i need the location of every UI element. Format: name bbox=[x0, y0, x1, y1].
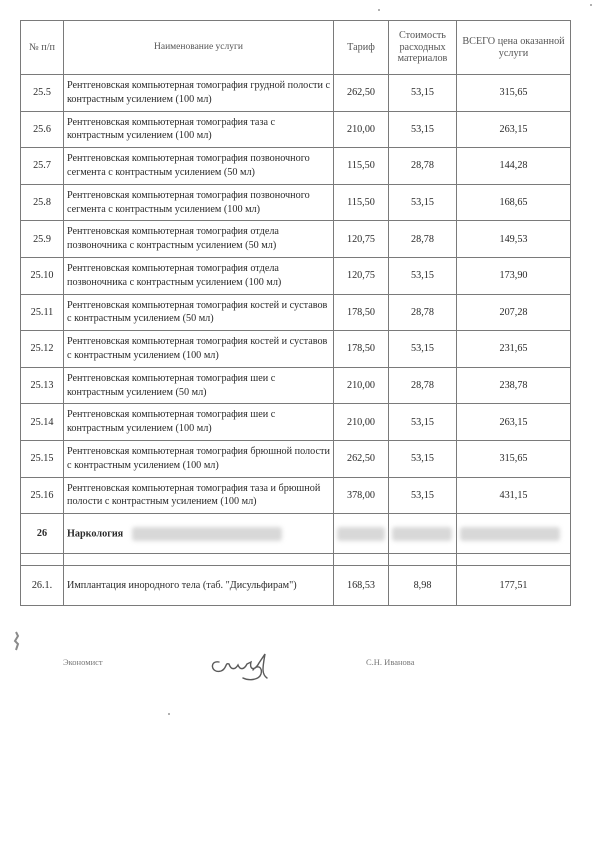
header-name: Наименование услуги bbox=[64, 21, 334, 75]
row-materials: 53,15 bbox=[389, 404, 457, 441]
table-row bbox=[21, 111, 571, 148]
row-service-name: Рентгеновская компьютерная томография грудной полости с контрастным усилением (100 мл) bbox=[64, 75, 334, 112]
header-tariff: Тариф bbox=[334, 21, 389, 75]
row-materials: 53,15 bbox=[389, 75, 457, 112]
row-num: 25.12 bbox=[21, 331, 64, 368]
table-row bbox=[21, 148, 571, 185]
row-materials: 28,78 bbox=[389, 148, 457, 185]
header-materials: Стоимость расходных материалов bbox=[389, 21, 457, 75]
table-row bbox=[21, 404, 571, 441]
row-total: 149,53 bbox=[457, 221, 571, 258]
row-materials: 53,15 bbox=[389, 440, 457, 477]
row-materials: 28,78 bbox=[389, 367, 457, 404]
table-row bbox=[21, 367, 571, 404]
row-total: 177,51 bbox=[457, 566, 571, 606]
row-materials: 53,15 bbox=[389, 477, 457, 514]
row-num: 25.9 bbox=[21, 221, 64, 258]
row-tariff: 115,50 bbox=[334, 148, 389, 185]
row-materials: 53,15 bbox=[389, 257, 457, 294]
row-materials: 53,15 bbox=[389, 331, 457, 368]
row-service-name: Рентгеновская компьютерная томография таза и брюшной полости с контрастным усилением (100 мл) bbox=[64, 477, 334, 514]
row-total: 315,65 bbox=[457, 75, 571, 112]
redacted-bar bbox=[337, 527, 385, 541]
section-title bbox=[64, 514, 334, 554]
price-table bbox=[20, 20, 571, 606]
row-total: 238,78 bbox=[457, 367, 571, 404]
footer-role: Экономист bbox=[63, 657, 103, 667]
section-cell-tariff bbox=[334, 514, 389, 554]
row-service-name: Рентгеновская компьютерная томография отдела позвоночника с контрастным усилением (100 мл) bbox=[64, 257, 334, 294]
row-total: 144,28 bbox=[457, 148, 571, 185]
row-tariff: 378,00 bbox=[334, 477, 389, 514]
row-service-name: Имплантация инородного тела (таб. "Дисульфирам") bbox=[64, 566, 334, 606]
header-num: № п/п bbox=[21, 21, 64, 75]
row-tariff: 178,50 bbox=[334, 294, 389, 331]
row-tariff: 210,00 bbox=[334, 367, 389, 404]
signature-image bbox=[205, 640, 283, 686]
scan-speck bbox=[590, 4, 592, 6]
footer-person: С.Н. Иванова bbox=[366, 657, 415, 667]
section-row bbox=[21, 514, 571, 554]
row-num: 25.5 bbox=[21, 75, 64, 112]
row-total: 263,15 bbox=[457, 404, 571, 441]
row-service-name: Рентгеновская компьютерная томография шеи с контрастным усилением (100 мл) bbox=[64, 404, 334, 441]
row-service-name: Рентгеновская компьютерная томография брюшной полости с контрастным усилением (100 мл) bbox=[64, 440, 334, 477]
row-service-name: Рентгеновская компьютерная томография костей и суставов с контрастным усилением (50 мл) bbox=[64, 294, 334, 331]
row-total: 207,28 bbox=[457, 294, 571, 331]
table-row bbox=[21, 221, 571, 258]
table-row bbox=[21, 566, 571, 606]
section-cell-total bbox=[457, 514, 571, 554]
row-service-name: Рентгеновская компьютерная томография позвоночного сегмента с контрастным усилением (100 мл) bbox=[64, 184, 334, 221]
row-service-name: Рентгеновская компьютерная томография таза с контрастным усилением (100 мл) bbox=[64, 111, 334, 148]
redacted-bar bbox=[132, 527, 282, 541]
redacted-bar bbox=[392, 527, 452, 541]
spacer-row bbox=[21, 554, 571, 566]
row-tariff: 178,50 bbox=[334, 331, 389, 368]
section-title-text: Наркология bbox=[67, 527, 124, 539]
row-materials: 53,15 bbox=[389, 184, 457, 221]
row-service-name: Рентгеновская компьютерная томография отдела позвоночника с контрастным усилением (50 мл) bbox=[64, 221, 334, 258]
row-tariff: 210,00 bbox=[334, 404, 389, 441]
row-materials: 8,98 bbox=[389, 566, 457, 606]
row-tariff: 168,53 bbox=[334, 566, 389, 606]
row-total: 231,65 bbox=[457, 331, 571, 368]
row-num: 26.1. bbox=[21, 566, 64, 606]
row-num: 25.8 bbox=[21, 184, 64, 221]
row-tariff: 115,50 bbox=[334, 184, 389, 221]
row-total: 263,15 bbox=[457, 111, 571, 148]
section-num: 26 bbox=[21, 514, 64, 554]
row-num: 25.16 bbox=[21, 477, 64, 514]
row-num: 25.10 bbox=[21, 257, 64, 294]
table-header-row bbox=[21, 21, 571, 75]
table-row bbox=[21, 184, 571, 221]
row-total: 431,15 bbox=[457, 477, 571, 514]
header-total: ВСЕГО цена оказанной услуги bbox=[457, 21, 571, 75]
table-row bbox=[21, 440, 571, 477]
scan-mark bbox=[10, 630, 24, 652]
row-total: 173,90 bbox=[457, 257, 571, 294]
row-total: 168,65 bbox=[457, 184, 571, 221]
scan-speck bbox=[378, 9, 380, 11]
row-materials: 28,78 bbox=[389, 221, 457, 258]
row-num: 25.11 bbox=[21, 294, 64, 331]
table-body bbox=[21, 75, 571, 606]
redacted-bar bbox=[460, 527, 560, 541]
table-row bbox=[21, 331, 571, 368]
row-num: 25.7 bbox=[21, 148, 64, 185]
scan-speck bbox=[168, 713, 170, 715]
row-tariff: 262,50 bbox=[334, 75, 389, 112]
row-num: 25.14 bbox=[21, 404, 64, 441]
table-row bbox=[21, 477, 571, 514]
row-service-name: Рентгеновская компьютерная томография позвоночного сегмента с контрастным усилением (50 мл) bbox=[64, 148, 334, 185]
table-row bbox=[21, 75, 571, 112]
row-num: 25.6 bbox=[21, 111, 64, 148]
row-num: 25.15 bbox=[21, 440, 64, 477]
row-service-name: Рентгеновская компьютерная томография костей и суставов с контрастным усилением (100 мл) bbox=[64, 331, 334, 368]
table-row bbox=[21, 257, 571, 294]
row-tariff: 120,75 bbox=[334, 221, 389, 258]
table-row bbox=[21, 294, 571, 331]
row-materials: 28,78 bbox=[389, 294, 457, 331]
row-num: 25.13 bbox=[21, 367, 64, 404]
row-tariff: 210,00 bbox=[334, 111, 389, 148]
row-materials: 53,15 bbox=[389, 111, 457, 148]
row-service-name: Рентгеновская компьютерная томография шеи с контрастным усилением (50 мл) bbox=[64, 367, 334, 404]
row-tariff: 262,50 bbox=[334, 440, 389, 477]
row-total: 315,65 bbox=[457, 440, 571, 477]
row-tariff: 120,75 bbox=[334, 257, 389, 294]
section-cell-materials bbox=[389, 514, 457, 554]
